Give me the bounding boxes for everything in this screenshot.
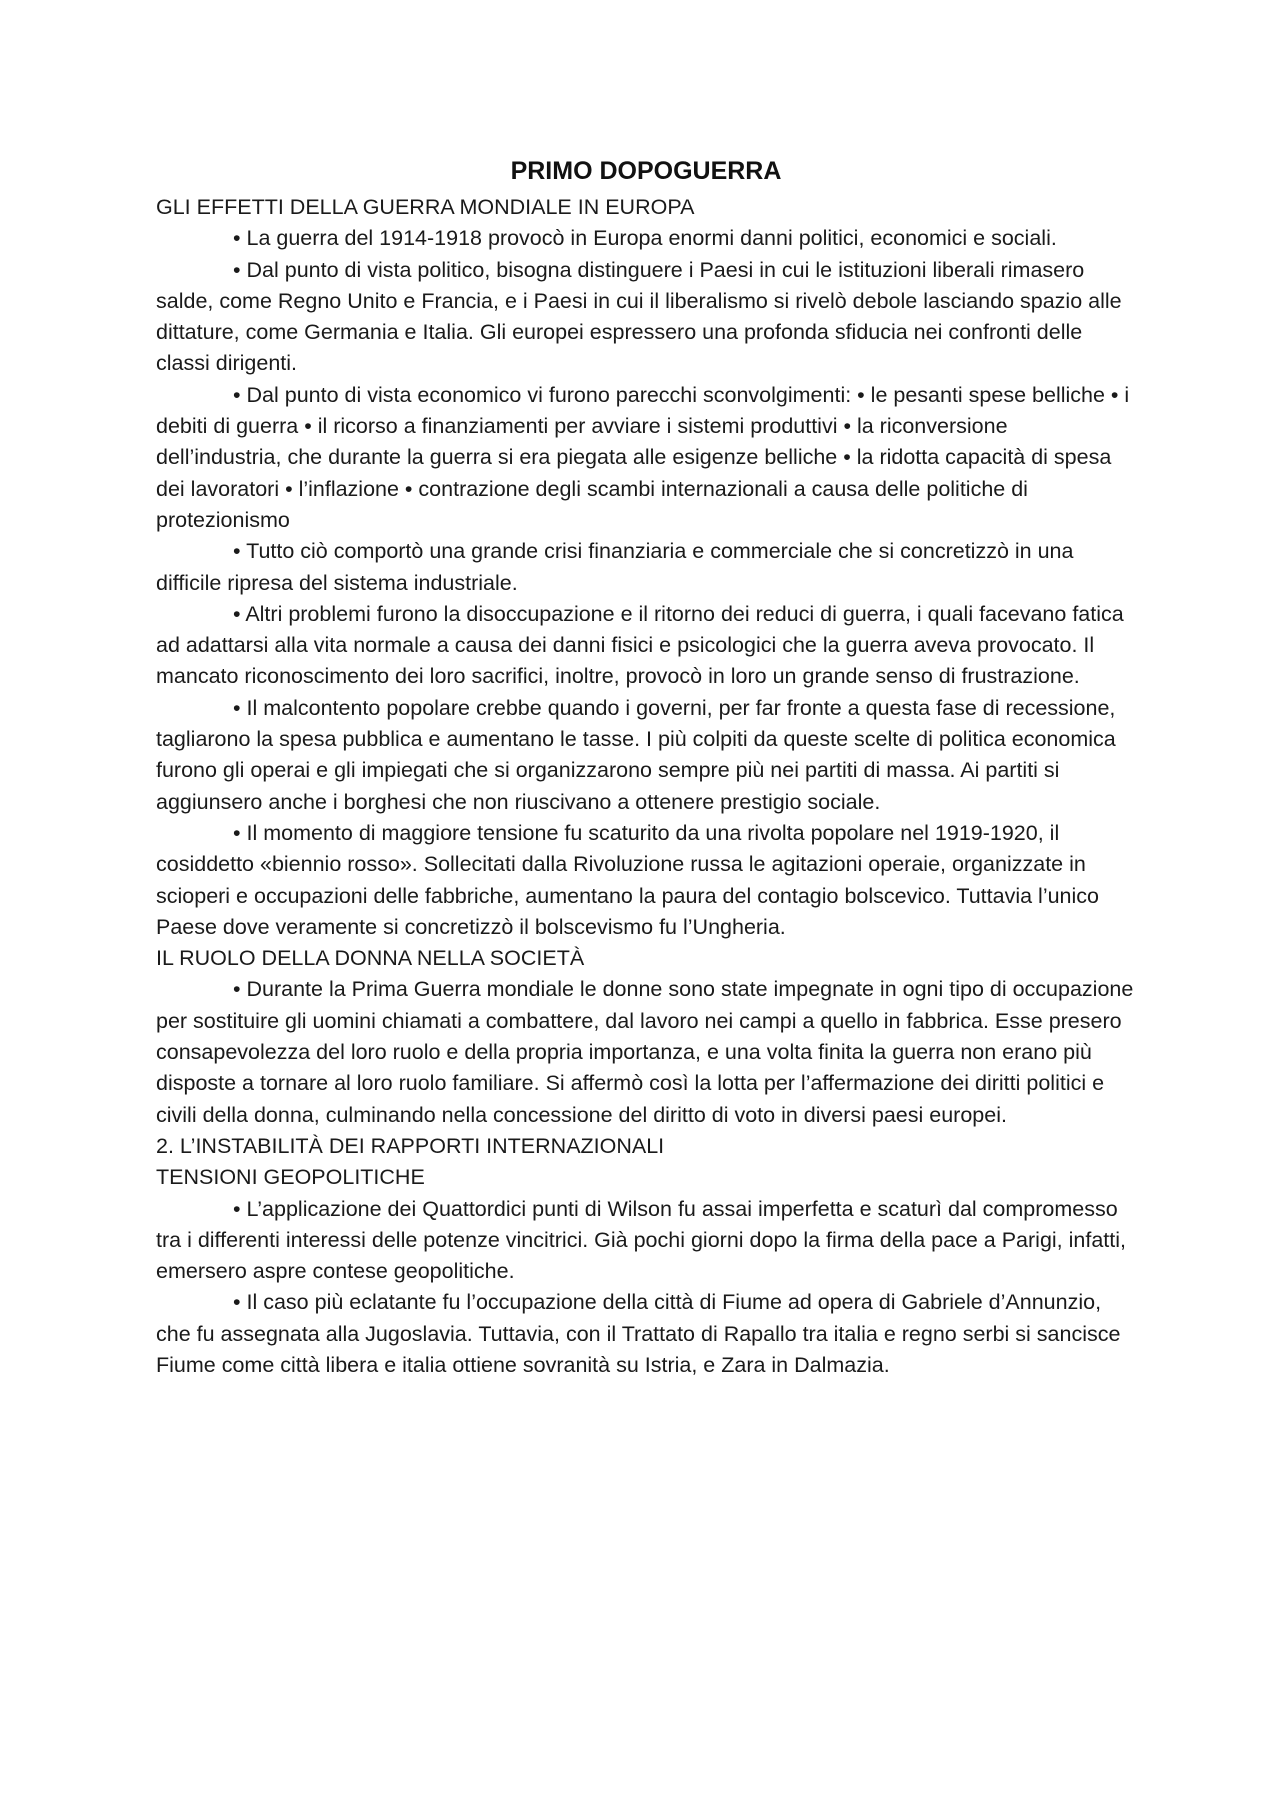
paragraph: • Tutto ciò comportò una grande crisi finanziaria e commerciale che si concretizzò in una difficile ripresa del sistema industriale. xyxy=(156,539,1074,595)
paragraph: • Il malcontento popolare crebbe quando i governi, per far fronte a questa fase di recessione, tagliarono la spesa pubblica e aumentano le tasse. I più colpiti da queste scelte di politica economica furono gli operai e gli impiegati che si organizzarono sempre più nei partiti di massa. Ai partiti si aggiunsero anche i borghesi che non riuscivano a ottenere prestigio sociale. xyxy=(156,695,1116,814)
paragraph: • Durante la Prima Guerra mondiale le donne sono state impegnate in ogni tipo di occupazione per sostituire gli uomini chiamati a combattere, dal lavoro nei campi a quello in fabbrica. Esse presero consapevolezza del loro ruolo e della propria importanza, e una volta finita la guerra non erano più disposte a tornare al loro ruolo familiare. Si affermò così la lotta per l’affermazione dei diritti politici e civili della donna, culminando nella concessione del diritto di voto in diversi paesi europei. xyxy=(156,977,1134,1127)
paragraph: • Il momento di maggiore tensione fu scaturito da una rivolta popolare nel 1919-1920, il cosiddetto «biennio rosso». Sollecitati dalla Rivoluzione russa le agitazioni operaie, organizzate in scioperi e occupazioni delle fabbriche, aumentano la paura del contagio bolscevico. Tuttavia l’unico Paese dove veramente si concretizzò il bolscevismo fu l’Ungheria. xyxy=(156,820,1099,939)
paragraph: • Dal punto di vista politico, bisogna distinguere i Paesi in cui le istituzioni liberali rimasero salde, come Regno Unito e Francia, e i Paesi in cui il liberalismo si rivelò debole lasciando spazio alle dittature, come Germania e Italia. Gli europei espressero una profonda sfiducia nei confronti delle classi dirigenti. xyxy=(156,257,1122,376)
paragraph: • Dal punto di vista economico vi furono parecchi sconvolgimenti: • le pesanti spese belliche • i debiti di guerra • il ricorso a finanziamenti per avviare i sistemi produttivi • la riconversione dell’industria, che durante la guerra si era piegata alle esigenze belliche • la ridotta capacità di spesa dei lavoratori • l’inflazione • contrazione degli scambi internazionali a causa delle politiche di protezionismo xyxy=(156,382,1130,532)
section-heading-effetti-guerra: GLI EFFETTI DELLA GUERRA MONDIALE IN EUROPA xyxy=(156,195,695,219)
section-heading-tensioni: TENSIONI GEOPOLITICHE xyxy=(156,1165,425,1190)
paragraph: • La guerra del 1914-1918 provocò in Europa enormi danni politici, economici e sociali. xyxy=(233,226,1057,251)
section-heading-instabilita: 2. L’INSTABILITÀ DEI RAPPORTI INTERNAZIONALI xyxy=(156,1133,665,1158)
document-page xyxy=(156,150,1136,1381)
paragraph: • Il caso più eclatante fu l’occupazione della città di Fiume ad opera di Gabriele d’Annunzio, che fu assegnata alla Jugoslavia. Tuttavia, con il Trattato di Rapallo tra italia e regno serbi si sancisce Fiume come città libera e italia ottiene sovranità su Istria, e Zara in Dalmazia. xyxy=(156,1290,1121,1377)
section-heading-ruolo-donna: IL RUOLO DELLA DONNA NELLA SOCIETÀ xyxy=(156,946,585,971)
paragraph: • Altri problemi furono la disoccupazione e il ritorno dei reduci di guerra, i quali facevano fatica ad adattarsi alla vita normale a causa dei danni fisici e psicologici che la guerra aveva provocato. Il mancato riconoscimento dei loro sacrifici, inoltre, provocò in loro un grande senso di frustrazione. xyxy=(156,601,1124,689)
document-title: PRIMO DOPOGUERRA xyxy=(510,157,782,185)
paragraph: • L’applicazione dei Quattordici punti di Wilson fu assai imperfetta e scaturì dal compromesso tra i differenti interessi delle potenze vincitrici. Già pochi giorni dopo la firma della pace a Parigi, infatti, emersero aspre contese geopolitiche. xyxy=(156,1196,1126,1284)
